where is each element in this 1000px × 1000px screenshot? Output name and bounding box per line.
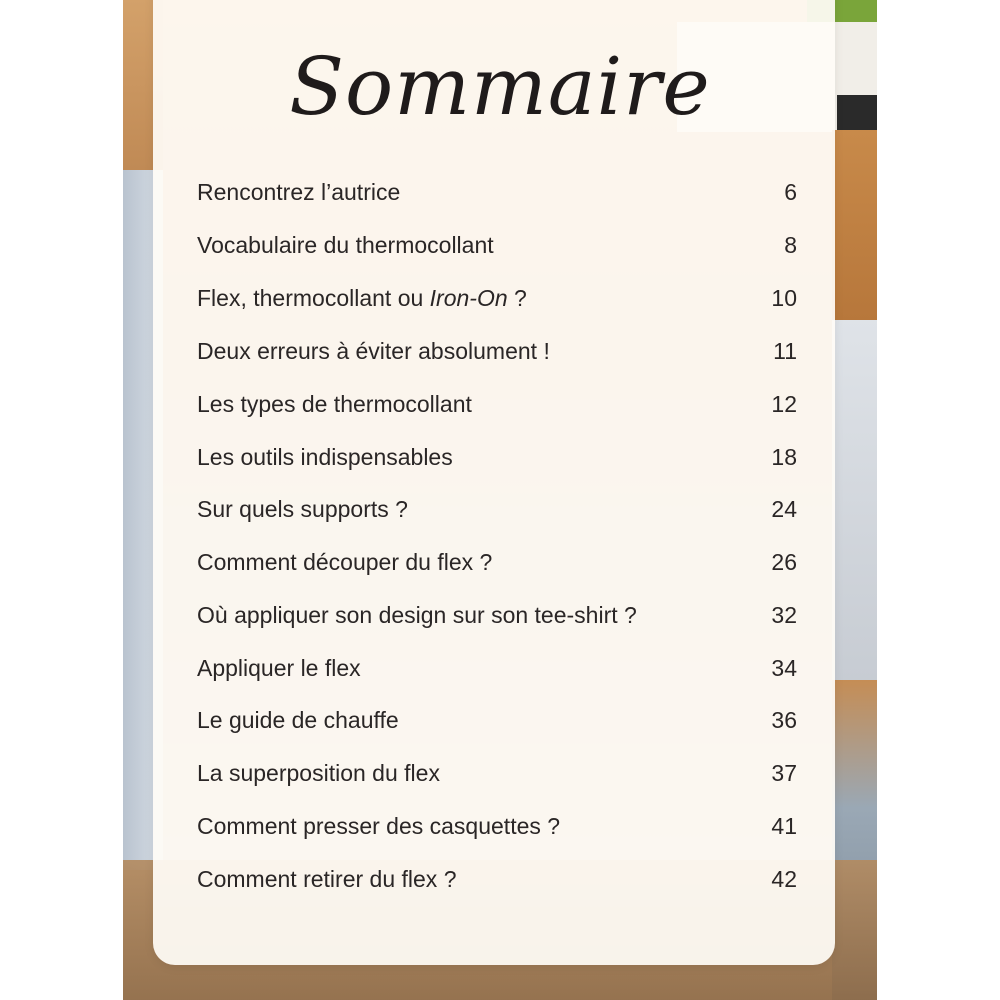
- toc-entry[interactable]: [197, 179, 797, 215]
- toc-entry-label: Comment retirer du flex ?: [197, 866, 457, 892]
- toc-entry-label: Le guide de chauffe: [197, 707, 399, 733]
- toc-entry-label: Comment découper du flex ?: [197, 549, 493, 575]
- toc-entry-page: 34: [771, 655, 797, 681]
- toc-entry[interactable]: [197, 813, 797, 849]
- toc-entry-label: Comment presser des casquettes ?: [197, 813, 561, 839]
- toc-entry-label: Où appliquer son design sur son tee-shirt ?: [197, 602, 637, 628]
- toc-entry-label: La superposition du flex: [197, 760, 440, 786]
- toc-entry-label: Appliquer le flex: [197, 655, 361, 681]
- heat-press-panel: [832, 320, 877, 680]
- toc-entry[interactable]: [197, 602, 797, 638]
- toc-entry-label: Les types de thermocollant: [197, 391, 472, 417]
- toc-entry-page: 10: [771, 285, 797, 311]
- toc-entry-label: [197, 285, 527, 312]
- toc-entry-label: Sur quels supports ?: [197, 496, 408, 522]
- page-title: Sommaire: [289, 40, 711, 133]
- toc-entry[interactable]: [197, 549, 797, 585]
- toc-entry-page: 26: [771, 549, 797, 575]
- toc-entry[interactable]: [197, 444, 797, 480]
- toc-entry[interactable]: [197, 655, 797, 691]
- toc-entry[interactable]: [197, 496, 797, 532]
- toc-entry[interactable]: [197, 285, 797, 321]
- toc-entry-label: Les outils indispensables: [197, 444, 453, 470]
- toc-entry[interactable]: [197, 707, 797, 743]
- toc-entry-page: 37: [771, 760, 797, 786]
- toc-entry-page: 18: [771, 444, 797, 470]
- toc-entry[interactable]: [197, 338, 797, 374]
- toc-entry-page: 42: [771, 866, 797, 892]
- toc-entry-page: 41: [771, 813, 797, 839]
- toc-entry-page: 24: [771, 496, 797, 522]
- toc-entry-label-part: ?: [507, 285, 527, 311]
- toc-entry-page: 12: [771, 391, 797, 417]
- toc-entry[interactable]: [197, 760, 797, 796]
- toc-entry-label: Vocabulaire du thermocollant: [197, 232, 494, 258]
- toc-entry[interactable]: [197, 232, 797, 268]
- toc-entry-page: 6: [784, 179, 797, 205]
- wooden-table-right: [832, 130, 877, 320]
- toc-entry-label-italic: Iron-On: [429, 285, 508, 311]
- toc-entry-page: 8: [784, 232, 797, 258]
- toc-entry-label: Deux erreurs à éviter absolument !: [197, 338, 550, 364]
- toc-entry-label: Rencontrez l’autrice: [197, 179, 401, 205]
- toc-entry[interactable]: [197, 391, 797, 427]
- toc-entry-label-part: Flex, thermocollant ou: [197, 285, 430, 311]
- toc-entry[interactable]: [197, 866, 797, 902]
- toc-entry-page: 36: [771, 707, 797, 733]
- toc-entry-page: 32: [771, 602, 797, 628]
- toc-entry-page: 11: [773, 338, 797, 364]
